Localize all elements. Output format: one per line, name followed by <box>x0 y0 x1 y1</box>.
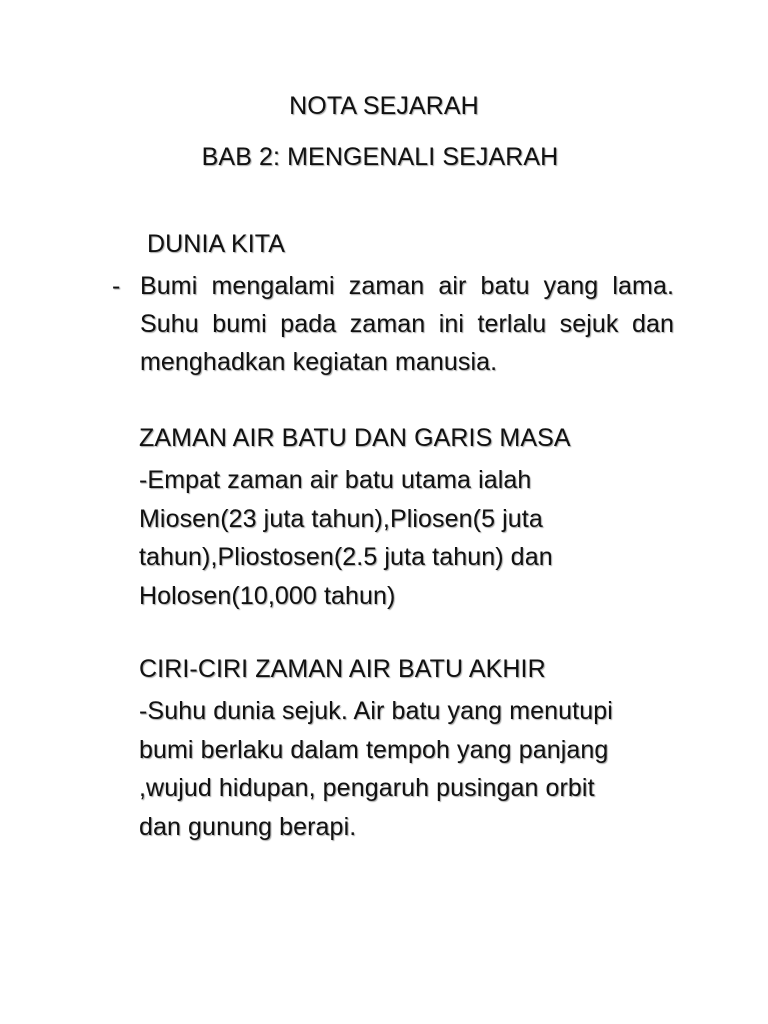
text-line: ,wujud hidupan, pengaruh pusingan orbit <box>139 774 595 802</box>
paragraph-zaman-air-batu <box>139 461 684 615</box>
bullet-dash: - <box>112 272 121 300</box>
section-heading-zaman-air-batu: ZAMAN AIR BATU DAN GARIS MASA <box>139 424 571 452</box>
paragraph-ciri-ciri <box>139 692 684 846</box>
text-line: -Suhu dunia sejuk. Air batu yang menutupi <box>139 697 613 725</box>
section-heading-ciri-ciri: CIRI-CIRI ZAMAN AIR BATU AKHIR <box>139 655 546 683</box>
document-title: NOTA SEJARAH <box>289 92 479 120</box>
text-line: Holosen(10,000 tahun) <box>139 581 396 610</box>
text-line: tahun),Pliostosen(2.5 juta tahun) dan <box>139 543 553 571</box>
text-line: bumi berlaku dalam tempoh yang panjang <box>139 735 609 764</box>
text-line: -Empat zaman air batu utama ialah <box>139 466 532 494</box>
text-line: Miosen(23 juta tahun),Pliosen(5 juta <box>139 504 543 533</box>
paragraph-dunia-kita: Bumi mengalami zaman air batu yang lama. Suhu bumi pada zaman ini terlalu sejuk dan menghadkan kegiatan manusia. <box>140 272 674 376</box>
chapter-title: BAB 2: MENGENALI SEJARAH <box>201 143 559 171</box>
section-body-dunia-kita <box>112 267 674 381</box>
section-heading-dunia-kita: DUNIA KITA <box>147 230 286 258</box>
text-line: dan gunung berapi. <box>139 812 357 841</box>
